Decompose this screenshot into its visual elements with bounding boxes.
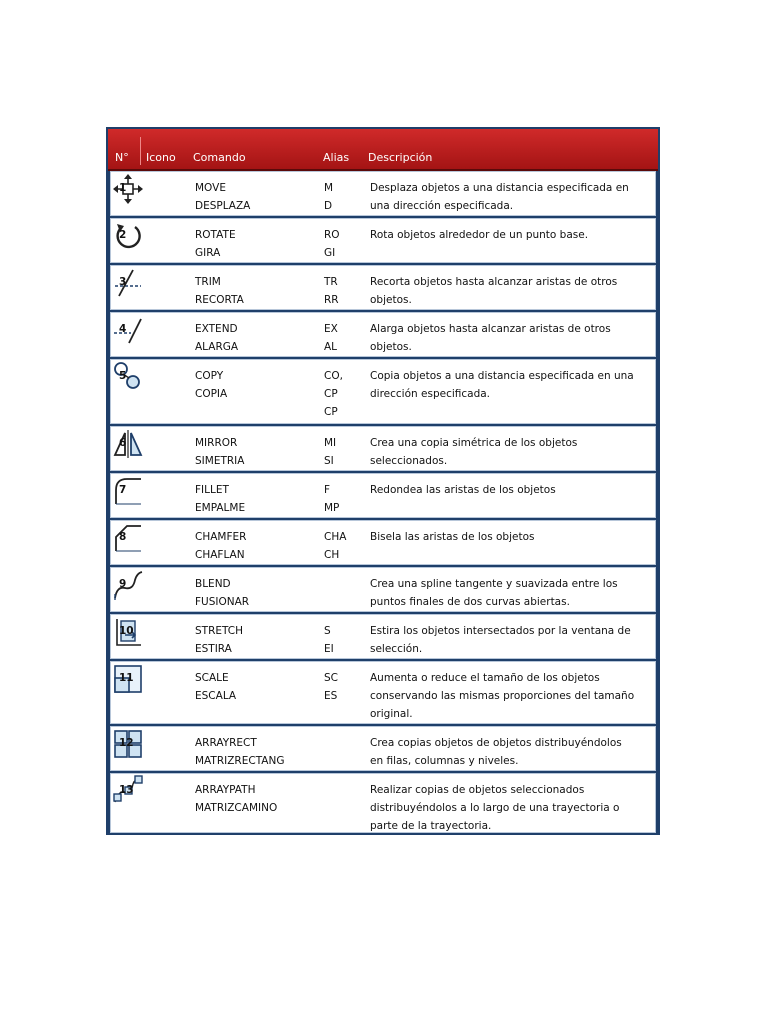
description xyxy=(370,781,655,835)
alias-3: CP xyxy=(324,406,338,418)
alias-list xyxy=(324,367,343,421)
description-line: en filas, columnas y niveles. xyxy=(370,755,519,767)
description-line: dirección especificada. xyxy=(370,388,491,400)
row-number: 11 xyxy=(119,672,134,684)
command-es: SIMETRIA xyxy=(195,455,245,467)
alias-1: F xyxy=(324,484,331,496)
alias-2: MP xyxy=(324,502,340,514)
alias-1: CO, xyxy=(324,370,343,382)
alias-1: MI xyxy=(324,437,337,449)
command-en: ARRAYPATH xyxy=(195,784,256,796)
command-names xyxy=(195,226,236,262)
description xyxy=(370,734,655,770)
command-en: SCALE xyxy=(195,672,229,684)
table-row xyxy=(110,773,656,833)
alias-list xyxy=(324,434,336,470)
alias-1: TR xyxy=(324,276,338,288)
command-es: MATRIZCAMINO xyxy=(195,802,278,814)
row-number: 2 xyxy=(119,229,127,241)
description-line: Recorta objetos hasta alcanzar aristas de otros xyxy=(370,276,618,288)
table-row xyxy=(110,312,656,357)
description-line: Crea una copia simétrica de los objetos xyxy=(370,437,578,449)
command-names xyxy=(195,528,246,564)
table-row xyxy=(110,614,656,659)
table-row xyxy=(110,265,656,310)
description-line: Realizar copias de objetos seleccionados xyxy=(370,784,585,796)
description xyxy=(370,528,655,546)
command-en: FILLET xyxy=(195,484,229,496)
fillet-icon xyxy=(111,474,145,508)
command-en: ROTATE xyxy=(195,229,236,241)
header-separator xyxy=(140,137,141,165)
description-line: Crea una spline tangente y suavizada entre los xyxy=(370,578,618,590)
command-es: MATRIZRECTANG xyxy=(195,755,285,767)
command-names xyxy=(195,273,244,309)
command-names xyxy=(195,367,227,403)
mirror-icon xyxy=(111,427,145,461)
description-line: objetos. xyxy=(370,341,412,353)
description-line: Copia objetos a una distancia especificada en una xyxy=(370,370,634,382)
row-number: 13 xyxy=(119,784,134,796)
command-es: GIRA xyxy=(195,247,221,259)
command-es: ESCALA xyxy=(195,690,237,702)
alias-list xyxy=(324,481,339,517)
table-row xyxy=(110,171,656,216)
description-line: puntos finales de dos curvas abiertas. xyxy=(370,596,570,608)
table-row xyxy=(110,473,656,518)
command-es: RECORTA xyxy=(195,294,244,306)
description xyxy=(370,575,655,611)
alias-list xyxy=(324,669,338,705)
command-en: TRIM xyxy=(195,276,221,288)
description xyxy=(370,320,655,356)
description-line: una dirección especificada. xyxy=(370,200,514,212)
description xyxy=(370,273,655,309)
alias-2: RR xyxy=(324,294,339,306)
alias-1: M xyxy=(324,182,334,194)
row-number: 4 xyxy=(119,323,127,335)
move-icon xyxy=(111,172,145,206)
header-alias: Alias xyxy=(323,151,350,164)
description xyxy=(370,622,655,658)
command-en: MOVE xyxy=(195,182,226,194)
trim-icon xyxy=(111,266,145,300)
description xyxy=(370,179,655,215)
command-en: CHAMFER xyxy=(195,531,247,543)
header-command: Comando xyxy=(193,151,246,164)
table-row xyxy=(110,218,656,263)
description xyxy=(370,669,655,723)
command-es: CHAFLAN xyxy=(195,549,245,561)
table-row xyxy=(110,726,656,771)
row-number: 10 xyxy=(119,625,134,637)
alias-2: ES xyxy=(324,690,338,702)
command-es: COPIA xyxy=(195,388,228,400)
table-row xyxy=(110,520,656,565)
command-names xyxy=(195,734,284,770)
command-en: STRETCH xyxy=(195,625,244,637)
alias-1: RO xyxy=(324,229,340,241)
command-names xyxy=(195,481,245,517)
description xyxy=(370,226,655,244)
command-names xyxy=(195,622,243,658)
alias-list xyxy=(324,528,346,564)
description-line: parte de la trayectoria. xyxy=(370,820,492,832)
command-names xyxy=(195,575,249,611)
row-number: 3 xyxy=(119,276,127,288)
alias-2: CP xyxy=(324,388,338,400)
description-line: original. xyxy=(370,708,413,720)
table-row xyxy=(110,426,656,471)
alias-2: SI xyxy=(324,455,334,467)
extend-icon xyxy=(111,313,145,347)
command-es: ALARGA xyxy=(195,341,239,353)
row-number: 12 xyxy=(119,737,134,749)
description-line: Aumenta o reduce el tamaño de los objetos xyxy=(370,672,600,684)
description-line: seleccionados. xyxy=(370,455,448,467)
command-en: MIRROR xyxy=(195,437,238,449)
alias-2: CH xyxy=(324,549,340,561)
command-names xyxy=(195,179,250,215)
blend-icon xyxy=(111,568,145,602)
alias-2: EI xyxy=(324,643,334,655)
command-es: EMPALME xyxy=(195,502,246,514)
description-line: Rota objetos alrededor de un punto base. xyxy=(370,229,589,241)
header-number: N° xyxy=(115,151,129,164)
description-line: distribuyéndolos a lo largo de una trayectoria o xyxy=(370,802,620,814)
description-line: selección. xyxy=(370,643,423,655)
alias-list xyxy=(324,622,334,658)
table-row xyxy=(110,661,656,724)
command-es: DESPLAZA xyxy=(195,200,251,212)
command-es: FUSIONAR xyxy=(195,596,250,608)
table-row xyxy=(110,567,656,612)
copy-icon xyxy=(111,360,145,394)
chamfer-icon xyxy=(111,521,145,555)
header-description: Descripción xyxy=(368,151,433,164)
row-number: 6 xyxy=(119,437,127,449)
table-header xyxy=(108,129,658,171)
description-line: Alarga objetos hasta alcanzar aristas de otros xyxy=(370,323,611,335)
description-line: Redondea las aristas de los objetos xyxy=(370,484,556,496)
description xyxy=(370,367,655,403)
alias-list xyxy=(324,320,338,356)
alias-list xyxy=(324,179,333,215)
description-line: Bisela las aristas de los objetos xyxy=(370,531,535,543)
command-names xyxy=(195,434,244,470)
alias-2: D xyxy=(324,200,333,212)
command-en: COPY xyxy=(195,370,224,382)
command-en: BLEND xyxy=(195,578,231,590)
command-en: EXTEND xyxy=(195,323,238,335)
row-number: 1 xyxy=(119,182,127,194)
row-number: 9 xyxy=(119,578,127,590)
row-number: 8 xyxy=(119,531,127,543)
row-number: 5 xyxy=(119,370,127,382)
description-line: Crea copias objetos de objetos distribuyéndolos xyxy=(370,737,622,749)
alias-2: GI xyxy=(324,247,336,259)
alias-list xyxy=(324,226,340,262)
alias-1: CHA xyxy=(324,531,347,543)
alias-1: S xyxy=(324,625,331,637)
description-line: objetos. xyxy=(370,294,412,306)
table-row xyxy=(110,359,656,424)
description xyxy=(370,481,655,499)
rotate-icon xyxy=(111,219,145,253)
description xyxy=(370,434,655,470)
description-line: Desplaza objetos a una distancia especificada en xyxy=(370,182,629,194)
commands-table xyxy=(106,127,660,835)
command-names xyxy=(195,781,277,817)
description-line: Estira los objetos intersectados por la ventana de xyxy=(370,625,631,637)
row-number: 7 xyxy=(119,484,127,496)
header-icon: Icono xyxy=(146,151,176,164)
command-names xyxy=(195,320,238,356)
command-es: ESTIRA xyxy=(195,643,232,655)
command-en: ARRAYRECT xyxy=(195,737,257,749)
description-line: conservando las mismas proporciones del tamaño xyxy=(370,690,635,702)
command-names xyxy=(195,669,236,705)
alias-2: AL xyxy=(324,341,338,353)
alias-1: EX xyxy=(324,323,338,335)
alias-1: SC xyxy=(324,672,338,684)
alias-list xyxy=(324,273,339,309)
